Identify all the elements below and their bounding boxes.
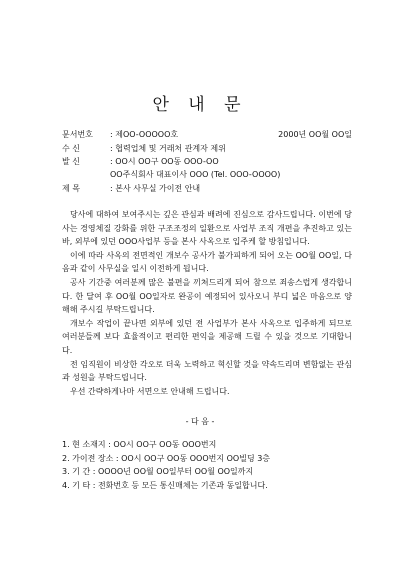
next-heading: - 다 음 - xyxy=(185,417,215,426)
item-list xyxy=(62,438,352,492)
doc-number-label: 문서번호 xyxy=(62,130,93,139)
sender-label: 발 신 xyxy=(62,157,80,166)
body-paragraph: 전 임직원이 비상한 각오로 더욱 노력하고 혁신할 것을 약속드리며 변함없는 관심과 성원을 부탁드립니다. xyxy=(62,359,352,383)
document-title: 안 내 문 xyxy=(152,95,248,115)
subject-row xyxy=(62,184,352,194)
list-item: 4. 기 타 : 전화번호 등 모든 통신매체는 기존과 동일합니다. xyxy=(62,480,268,490)
list-item: 1. 현 소재지 : OO시 OO구 OO동 OOO번지 xyxy=(62,440,217,449)
body-paragraph: 공사 기간중 여러분께 많은 불편을 끼쳐드리게 되어 참으로 죄송스럽게 생각합니다. 한 달여 후 OO월 OO일자로 완공이 예정되어 있사오니 부디 넓은 마음으로 양해해 주시길 부탁드립니다. xyxy=(62,277,352,315)
document-date: 2000년 OO월 OO일 xyxy=(278,130,352,139)
body-paragraph: 개보수 작업이 끝나면 외부에 있던 전 사업부가 본사 사옥으로 입주하게 되므로 여러분들께 보다 효율적이고 편리한 편익을 제공해 드릴 수 있을 것으로 기대합니다. xyxy=(62,318,352,355)
sender-row-2 xyxy=(62,170,352,180)
sender-row xyxy=(62,157,352,167)
recipient-row xyxy=(62,144,352,154)
sender-address: : OO시 OO구 OO동 OOO-OO xyxy=(110,157,219,166)
body-paragraph: 당사에 대하여 보여주시는 깊은 관심과 배려에 진심으로 감사드립니다. 이번에 당사는 경영체질 강화를 위한 구조조정의 일환으로 사업부 조직 개편을 추진하고 있는 바, 외부에 있던 OOO사업부 등을 본사 사옥으로 입주케 할 방침입니다. xyxy=(62,210,352,247)
sender-company: OO주식회사 대표이사 OOO (Tel. OOO-OOOO) xyxy=(110,170,281,179)
list-item: 3. 기 간 : OOOO년 OO월 OO일부터 OO월 OO일까지 xyxy=(62,467,254,476)
recipient-value: : 협력업체 및 거래처 관계자 제위 xyxy=(110,144,226,153)
subject-label: 제 목 xyxy=(62,184,80,193)
letter-body xyxy=(62,208,352,398)
doc-number-row xyxy=(62,130,352,140)
list-item: 2. 가이전 장소 : OO시 OO구 OO동 OOO번지 OO빌딩 3층 xyxy=(62,453,271,463)
doc-number-value: : 제OO-OOOOO호 xyxy=(110,130,179,139)
body-paragraph: 이에 따라 사옥의 전면적인 개보수 공사가 불가피하게 되어 오는 OO월 OO일, 다음과 같이 사무실을 일시 이전하게 됩니다. xyxy=(62,250,352,274)
body-paragraph: 우선 간략하게나마 서면으로 안내해 드립니다. xyxy=(70,386,230,396)
recipient-label: 수 신 xyxy=(62,144,80,153)
subject-value: : 본사 사무실 가이전 안내 xyxy=(110,184,201,193)
